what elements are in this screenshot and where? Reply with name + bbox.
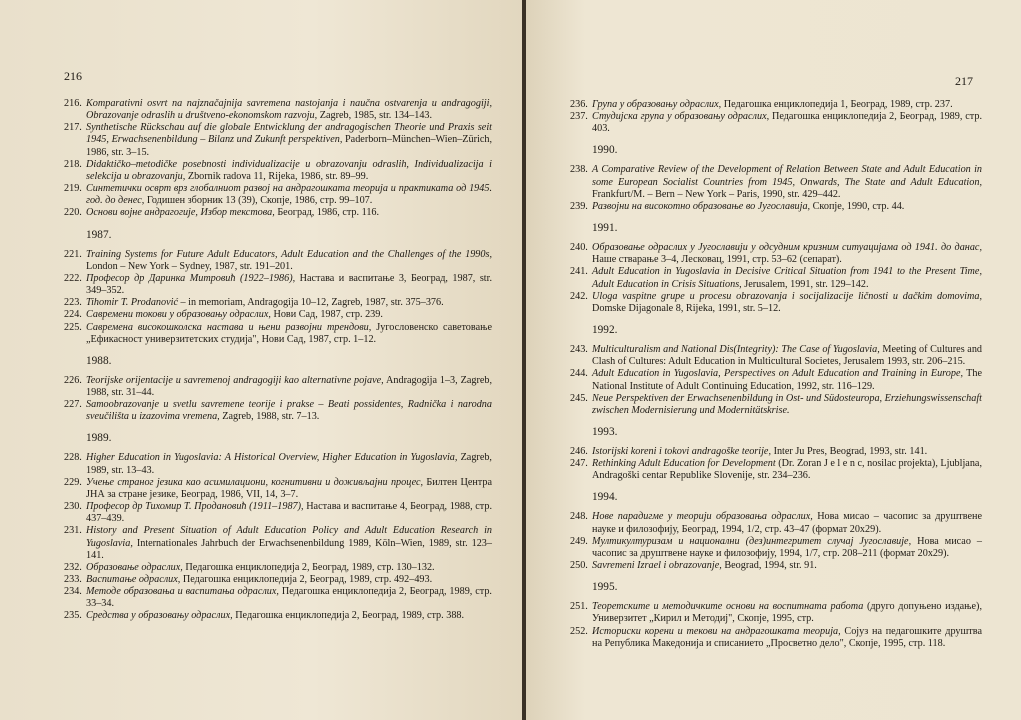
entry-details: Годишен зборник 13 (39), Скопје, 1986, стр. 99–107. bbox=[144, 195, 373, 207]
entry-number: 227. bbox=[64, 399, 82, 411]
entry-number: 249. bbox=[570, 535, 588, 547]
entry-details: (Dr. Zoran J e l e n c, nosilac projekta), Ljubljana, Andragoški centar Republike Slovenije, str. 234–236. bbox=[592, 458, 982, 482]
bibliography-entry bbox=[64, 399, 492, 423]
entry-title: Савремена високошколска настава и њени развојни трендови, bbox=[86, 321, 372, 333]
entry-title: Савремени токови у образовању одраслих, bbox=[86, 309, 271, 321]
entry-title: Training Systems for Future Adult Educators, Adult Education and the Challenges of the 1990s, bbox=[86, 248, 492, 260]
entry-details: Нови Сад, 1987, стр. 239. bbox=[270, 309, 383, 321]
entry-number: 230. bbox=[64, 501, 82, 513]
year-heading: 1987. bbox=[86, 228, 112, 241]
entry-details: Педагошка енциклопедија 2, Београд, 1989, стр. 130–132. bbox=[182, 561, 435, 573]
entry-title: Синтетички осврт врз глобалниот развој на андрагошката теорија и практиката од 1945. год. до денес, bbox=[86, 183, 492, 207]
page-number: 217 bbox=[955, 74, 973, 88]
bibliography-entry bbox=[64, 207, 492, 219]
bibliography-entry bbox=[570, 201, 982, 213]
entry-number: 240. bbox=[570, 242, 588, 254]
entry-details: Педагошка енциклопедија 2, Београд, 1989, стр. 33–34. bbox=[86, 586, 492, 610]
entry-number: 219. bbox=[64, 183, 82, 195]
entry-number: 222. bbox=[64, 272, 82, 284]
entry-details: Педагошка енциклопедија 2, Београд, 1989, стр. 388. bbox=[232, 610, 465, 622]
entry-number: 233. bbox=[64, 574, 82, 585]
entry-title: Професор др Даринка Митровић (1922–1986), bbox=[86, 272, 296, 284]
entry-details: Наше стварање 3–4, Лесковац, 1991, стр. 53–62 (сепарат). bbox=[592, 254, 842, 266]
entry-title: Multiculturalism and National Dis(Integrity): The Case of Yugoslavia, bbox=[592, 344, 880, 356]
entry-title: Uloga vaspitne grupe u procesu obrazovanja i socijalizacije ličnosti u dačkim domovima, bbox=[592, 290, 982, 302]
bibliography-entry bbox=[570, 511, 982, 535]
entry-title: Развојни на високотно образовање во Југославија, bbox=[592, 200, 811, 212]
entry-number: 235. bbox=[64, 610, 82, 622]
bibliography-entry bbox=[64, 610, 492, 622]
entry-details: – in memoriam, Andragogija 10–12, Zagreb, 1987, str. 375–376. bbox=[177, 297, 444, 309]
bibliography-entry bbox=[64, 574, 492, 586]
bibliography-entry bbox=[570, 536, 982, 560]
entry-title: Komparativni osvrt na najznačajnija savremena nastojanja i naučna ostvarenja u andragogiji, Obrazovanje odraslih u društveno-ekonomskom razvoju, bbox=[86, 98, 492, 122]
entry-number: 223. bbox=[64, 297, 82, 309]
entry-title: Didaktičko–metodičke posebnosti individualizacije u obrazovanju odraslih, Individualizacija i selekcija u obrazovanju, bbox=[86, 158, 492, 182]
entry-details: Internationales Jahrbuch der Erwachsenenbildung 1989, Köln–Wien, 1989, str. 123–141. bbox=[86, 537, 492, 561]
entry-title: Rethinking Adult Education for Development bbox=[592, 458, 776, 470]
entry-number: 231. bbox=[64, 525, 82, 537]
bibliography-entry bbox=[570, 560, 982, 572]
entry-details: Београд, 1986, стр. 116. bbox=[274, 207, 380, 219]
bibliography-entry bbox=[570, 266, 982, 290]
entry-details: Нова мисао – часопис за друштвене науке и филозофију, 1994, 1/7, стр. 208–211 (формат 20x29). bbox=[592, 535, 983, 559]
entry-title: Нове парадигме у теорији образовања одраслих, bbox=[592, 511, 813, 523]
entry-details: Сојуз на педагошките друштва на Република Македонија и списанието „Просветно дело", Скопје, 1995, стр. 118. bbox=[592, 625, 982, 649]
bibliography-entry bbox=[64, 122, 492, 158]
entry-details: Билтен Центра ЈНА за стране језике, Београд, 1986, VII, 14, 3–7. bbox=[86, 476, 492, 500]
bibliography-entry bbox=[570, 458, 982, 482]
entry-number: 239. bbox=[570, 200, 588, 212]
entry-title: Higher Education in Yugoslavia: A Historical Overview, Higher Education in Yugoslavia, bbox=[86, 452, 458, 464]
entry-details: Педагошка енциклопедија 2, Београд, 1989, стр. 403. bbox=[592, 111, 982, 135]
entry-title: Образовање одраслих, bbox=[86, 561, 183, 573]
bibliography-entry bbox=[570, 164, 982, 200]
entry-number: 248. bbox=[570, 511, 588, 523]
entry-details: Педагошка енциклопедија 1, Београд, 1989, стр. 237. bbox=[721, 99, 953, 110]
entry-number: 242. bbox=[570, 290, 588, 302]
entry-number: 236. bbox=[570, 99, 588, 110]
entry-number: 247. bbox=[570, 458, 588, 470]
bibliography-entry bbox=[64, 297, 492, 309]
entry-details: (друго допуњено издање), Универзитет „Кирил и Методиј", Скопје, 1995, стр. bbox=[592, 601, 982, 625]
bibliography-entry bbox=[64, 273, 492, 297]
entry-title: Васпитање одраслих, bbox=[86, 574, 181, 585]
bibliography-entry bbox=[570, 291, 982, 315]
entry-number: 234. bbox=[64, 586, 82, 598]
entry-number: 226. bbox=[64, 374, 82, 386]
entry-title: Samoobrazovanje u svetlu savremene teorije i prakse – Beati possidentes, Radnička i narodna sveučilišta u izazovima vremena, bbox=[86, 399, 492, 423]
bibliography-entry bbox=[570, 242, 982, 266]
entry-details: Нова мисао – часопис за друштвене науке и филозофију, Београд, 1994, 1/2, стр. 43–47 (формат 20x29). bbox=[592, 511, 982, 535]
entry-number: 228. bbox=[64, 452, 82, 464]
bibliography-entry bbox=[64, 525, 492, 561]
entry-title: Средства у образовању одраслих, bbox=[86, 610, 233, 622]
right-page bbox=[526, 0, 1021, 720]
entry-title: Synthetische Rückschau auf die globale Entwicklung der andragogischen Theorie und Praxis seit 1945, Erwachsenenbildung – Bilanz und Zukunft perspektiven, bbox=[86, 122, 492, 146]
entry-details: Zagreb, 1989, str. 13–43. bbox=[86, 452, 492, 476]
entry-number: 246. bbox=[570, 445, 588, 457]
bibliography-entry bbox=[64, 586, 492, 610]
bibliography-entry bbox=[570, 368, 982, 392]
entry-details: Zagreb, 1985, str. 134–143. bbox=[317, 110, 433, 122]
entry-details: Настава и васпитање 4, Београд, 1988, стр. 437–439. bbox=[86, 501, 492, 525]
entry-title: Теоретските и методичките основи на воспитната работа bbox=[592, 601, 864, 613]
bibliography-entry bbox=[64, 309, 492, 321]
entry-number: 216. bbox=[64, 98, 82, 109]
entry-title: Методе образовања и васпитања одраслих, bbox=[86, 586, 279, 598]
bibliography-entry bbox=[64, 562, 492, 574]
bibliography-entry bbox=[570, 344, 982, 368]
entry-title: Образовање одраслих у Југославији у одсудним кризним ситуацијама од 1941. до данас, bbox=[592, 242, 982, 254]
entry-number: 218. bbox=[64, 158, 82, 170]
entry-details: Beograd, 1994, str. 91. bbox=[721, 560, 817, 572]
entry-details: The National Institute of Adult Continuing Education, 1992, str. 116–129. bbox=[592, 368, 982, 392]
entry-title: Мултикултуризам и национални (дез)интегритет случај Југославије, bbox=[592, 535, 912, 547]
entry-title: Учење страног језика као асимилациони, когнитивни и доживљајни процес, bbox=[86, 476, 424, 488]
entry-title: History and Present Situation of Adult Education Policy and Adult Education Research in Yugoslavia, bbox=[86, 525, 492, 549]
year-heading: 1995. bbox=[592, 581, 618, 594]
bibliography-list bbox=[64, 98, 492, 623]
entry-number: 238. bbox=[570, 164, 588, 176]
year-heading: 1991. bbox=[592, 222, 618, 235]
entry-title: Neue Perspektiven der Erwachsenenbildung in Ost- und Südosteuropa, Erziehungswissenschaft zwischen Modernisierung und Modernitätskrise. bbox=[592, 392, 982, 416]
bibliography-entry bbox=[64, 183, 492, 207]
entry-number: 232. bbox=[64, 561, 82, 573]
bibliography-entry bbox=[570, 446, 982, 458]
entry-title: Tihomir T. Prodanović bbox=[86, 297, 178, 309]
entry-number: 224. bbox=[64, 309, 82, 321]
bibliography-entry bbox=[570, 111, 982, 135]
entry-number: 252. bbox=[570, 625, 588, 637]
bibliography-entry bbox=[64, 249, 492, 273]
entry-title: Историски корени и текови на андрагошката теорија, bbox=[592, 625, 841, 637]
entry-details: London – New York – Sydney, 1987, str. 191–201. bbox=[86, 260, 293, 272]
bibliography-entry bbox=[64, 452, 492, 476]
entry-number: 245. bbox=[570, 392, 588, 404]
entry-details: Andragogija 1–3, Zagreb, 1988, str. 31–44. bbox=[86, 374, 492, 398]
bibliography-entry bbox=[64, 375, 492, 399]
bibliography-entry bbox=[570, 601, 982, 625]
entry-details: Zagreb, 1988, str. 7–13. bbox=[219, 411, 320, 423]
entry-details: Frankfurt/M. – Bern – New York – Paris, 1990, str. 429–442. bbox=[592, 188, 841, 200]
entry-details: Meeting of Cultures and Clash of Cultures: Adult Education in Multicultural Societes, Jerusalem 1993, str. 206–215. bbox=[592, 344, 983, 368]
entry-title: Savremeni Izrael i obrazovanje, bbox=[592, 560, 722, 572]
year-heading: 1994. bbox=[592, 491, 618, 504]
year-heading: 1990. bbox=[592, 144, 618, 157]
entry-number: 221. bbox=[64, 248, 82, 260]
bibliography-entry bbox=[64, 477, 492, 501]
entry-number: 250. bbox=[570, 560, 588, 572]
entry-details: Jerusalem, 1991, str. 129–142. bbox=[741, 278, 869, 290]
entry-title: Istorijski koreni i tokovi andragoške teorije, bbox=[592, 445, 772, 457]
entry-number: 237. bbox=[570, 111, 588, 123]
bibliography-entry bbox=[570, 626, 982, 650]
entry-details: Paderborn–München–Wien–Zürich, 1986, str. 3–15. bbox=[86, 134, 492, 158]
entry-title: Студијска група у образовању одраслих, bbox=[592, 111, 770, 123]
entry-number: 225. bbox=[64, 321, 82, 333]
entry-number: 243. bbox=[570, 344, 588, 356]
bibliography-entry bbox=[64, 501, 492, 525]
bibliography-entry bbox=[570, 99, 982, 111]
year-heading: 1992. bbox=[592, 324, 618, 337]
entry-number: 229. bbox=[64, 476, 82, 488]
entry-details: Inter Ju Pres, Beograd, 1993, str. 141. bbox=[771, 445, 928, 457]
page-number: 216 bbox=[64, 69, 82, 83]
bibliography-list bbox=[570, 99, 982, 650]
year-heading: 1993. bbox=[592, 425, 618, 438]
entry-details: Скопје, 1990, стр. 44. bbox=[810, 200, 905, 212]
entry-details: Педагошка енциклопедија 2, Београд, 1989, стр. 492–493. bbox=[180, 574, 433, 585]
bibliography-entry bbox=[570, 393, 982, 417]
year-heading: 1989. bbox=[86, 432, 112, 445]
entry-number: 244. bbox=[570, 368, 588, 380]
entry-number: 217. bbox=[64, 122, 82, 134]
bibliography-entry bbox=[64, 322, 492, 346]
entry-title: Основи војне андрагогије, Избор текстова, bbox=[86, 207, 275, 219]
entry-number: 241. bbox=[570, 266, 588, 278]
entry-details: Настава и васпитање 3, Београд, 1987, str. 349–352. bbox=[86, 272, 493, 297]
entry-title: Teorijske orijentacije u savremenoj andragogiji kao alternativne pojave, bbox=[86, 374, 384, 386]
entry-number: 251. bbox=[570, 601, 588, 613]
entry-details: Југословенско саветовање „Ефикасност универзитетских студија", Нови Сад, 1987, стр. 1–12. bbox=[86, 321, 492, 345]
year-heading: 1988. bbox=[86, 354, 112, 367]
bibliography-entry bbox=[64, 159, 492, 183]
entry-title: Adult Education in Yugoslavia, Perspectives on Adult Education and Training in Europe, bbox=[592, 368, 964, 380]
entry-title: Adult Education in Yugoslavia in Decisive Critical Situation from 1941 to the Present Time, Adult Education in Crisis Situations, bbox=[592, 266, 982, 290]
entry-details: Domske Dijagonale 8, Rijeka, 1991, str. 5–12. bbox=[592, 302, 781, 314]
entry-details: Zbornik radova 11, Rijeka, 1986, str. 89–99. bbox=[185, 170, 369, 182]
entry-title: Група у образовању одраслих, bbox=[592, 99, 722, 110]
entry-title: A Comparative Review of the Development of Relation Between State and Adult Education in some European Socialist Countries from 1945, Onwards, The State and Adult Education, bbox=[592, 164, 982, 188]
entry-number: 220. bbox=[64, 207, 82, 219]
bibliography-entry bbox=[64, 98, 492, 122]
entry-title: Професор др Тихомир Т. Продановић (1911–1987), bbox=[86, 501, 304, 513]
